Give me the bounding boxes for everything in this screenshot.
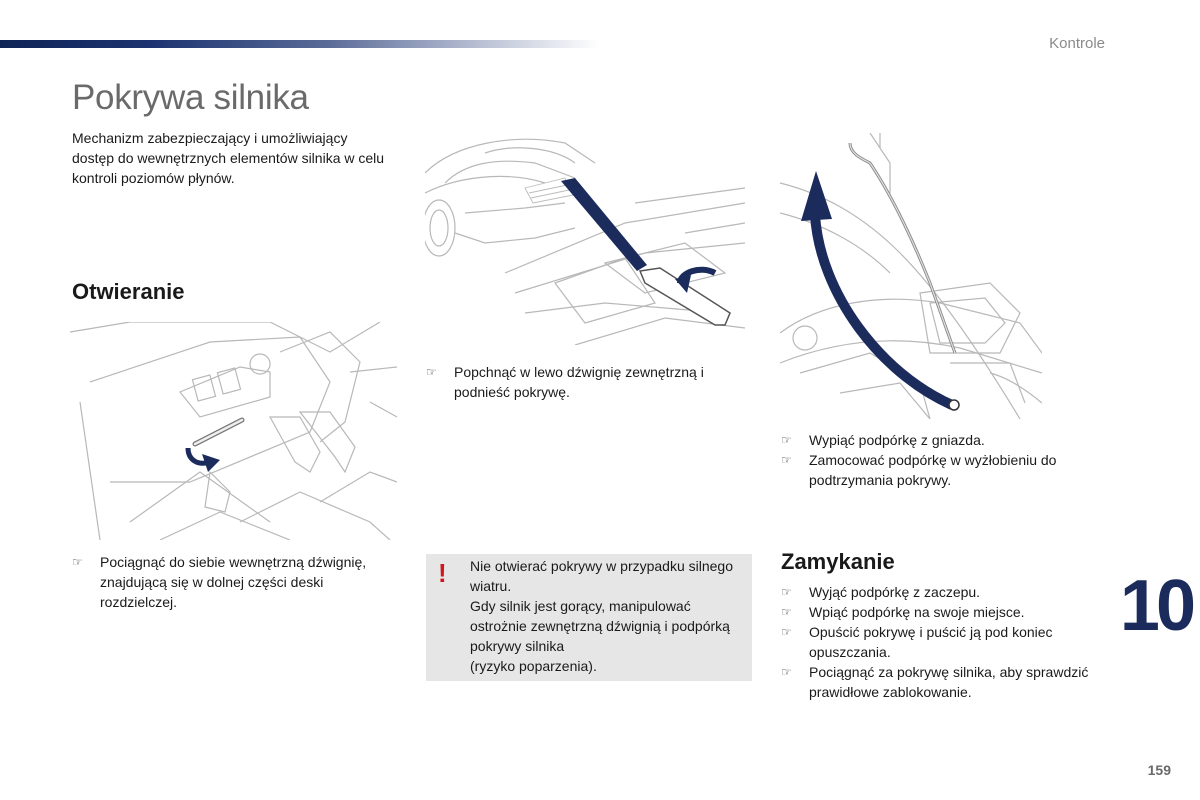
- pointing-hand-icon: ☞: [72, 555, 83, 569]
- warning-icon: !: [438, 558, 447, 588]
- pointing-hand-icon: ☞: [781, 433, 792, 447]
- page-number: 159: [1147, 762, 1171, 778]
- closing-steps: [781, 582, 1091, 702]
- header-gradient-bar: [0, 40, 600, 48]
- list-item: ☞ Pociągnąć do siebie wewnętrzną dźwignię, znajdującą się w dolnej części deski rozdzielczej.: [72, 554, 367, 610]
- list-item: ☞ Zamocować podpórkę w wyżłobieniu do podtrzymania pokrywy.: [781, 452, 1057, 488]
- opening-steps-3-4: [781, 430, 1091, 490]
- page-title: Pokrywa silnika: [72, 78, 309, 117]
- heading-closing: Zamykanie: [781, 549, 895, 574]
- section-label: Kontrole: [1049, 35, 1105, 52]
- heading-opening: Otwieranie: [72, 279, 185, 304]
- list-item: ☞ Wpiąć podpórkę na swoje miejsce.: [781, 604, 1025, 620]
- intro-paragraph: Mechanizm zabezpieczający i umożliwiający dostęp do wewnętrznych elementów silnika w celu kontroli poziomów płynów.: [72, 130, 385, 186]
- list-item: ☞ Wyjąć podpórkę z zaczepu.: [781, 584, 981, 600]
- pointing-hand-icon: ☞: [781, 605, 792, 619]
- bonnet-stay-illustration: [780, 133, 1042, 419]
- pointing-hand-icon: ☞: [781, 585, 792, 599]
- warning-box: [426, 554, 752, 681]
- list-item: ☞ Opuścić pokrywę i puścić ją pod koniec opuszczania.: [781, 624, 1053, 660]
- opening-step-1: [72, 552, 402, 612]
- pointing-hand-icon: ☞: [781, 665, 792, 679]
- list-item: ☞ Wypiąć podpórkę z gniazda.: [781, 432, 985, 448]
- chapter-number: 10: [1119, 566, 1192, 646]
- interior-lever-illustration: [70, 322, 397, 540]
- exterior-lever-illustration: [425, 133, 745, 345]
- list-item: ☞ Popchnąć w lewo dźwignię zewnętrzną i podnieść pokrywę.: [426, 364, 704, 400]
- pointing-hand-icon: ☞: [426, 365, 437, 379]
- pointing-hand-icon: ☞: [781, 453, 792, 467]
- pointing-hand-icon: ☞: [781, 625, 792, 639]
- opening-step-2: [426, 362, 746, 402]
- warning-text: Nie otwierać pokrywy w przypadku silnego wiatru. Gdy silnik jest gorący, manipulować ostrożnie zewnętrzną dźwignią i podpórką pokrywy silnika (ryzyko poparzenia).: [470, 558, 733, 674]
- list-item: ☞ Pociągnąć za pokrywę silnika, aby sprawdzić prawidłowe zablokowanie.: [781, 664, 1089, 700]
